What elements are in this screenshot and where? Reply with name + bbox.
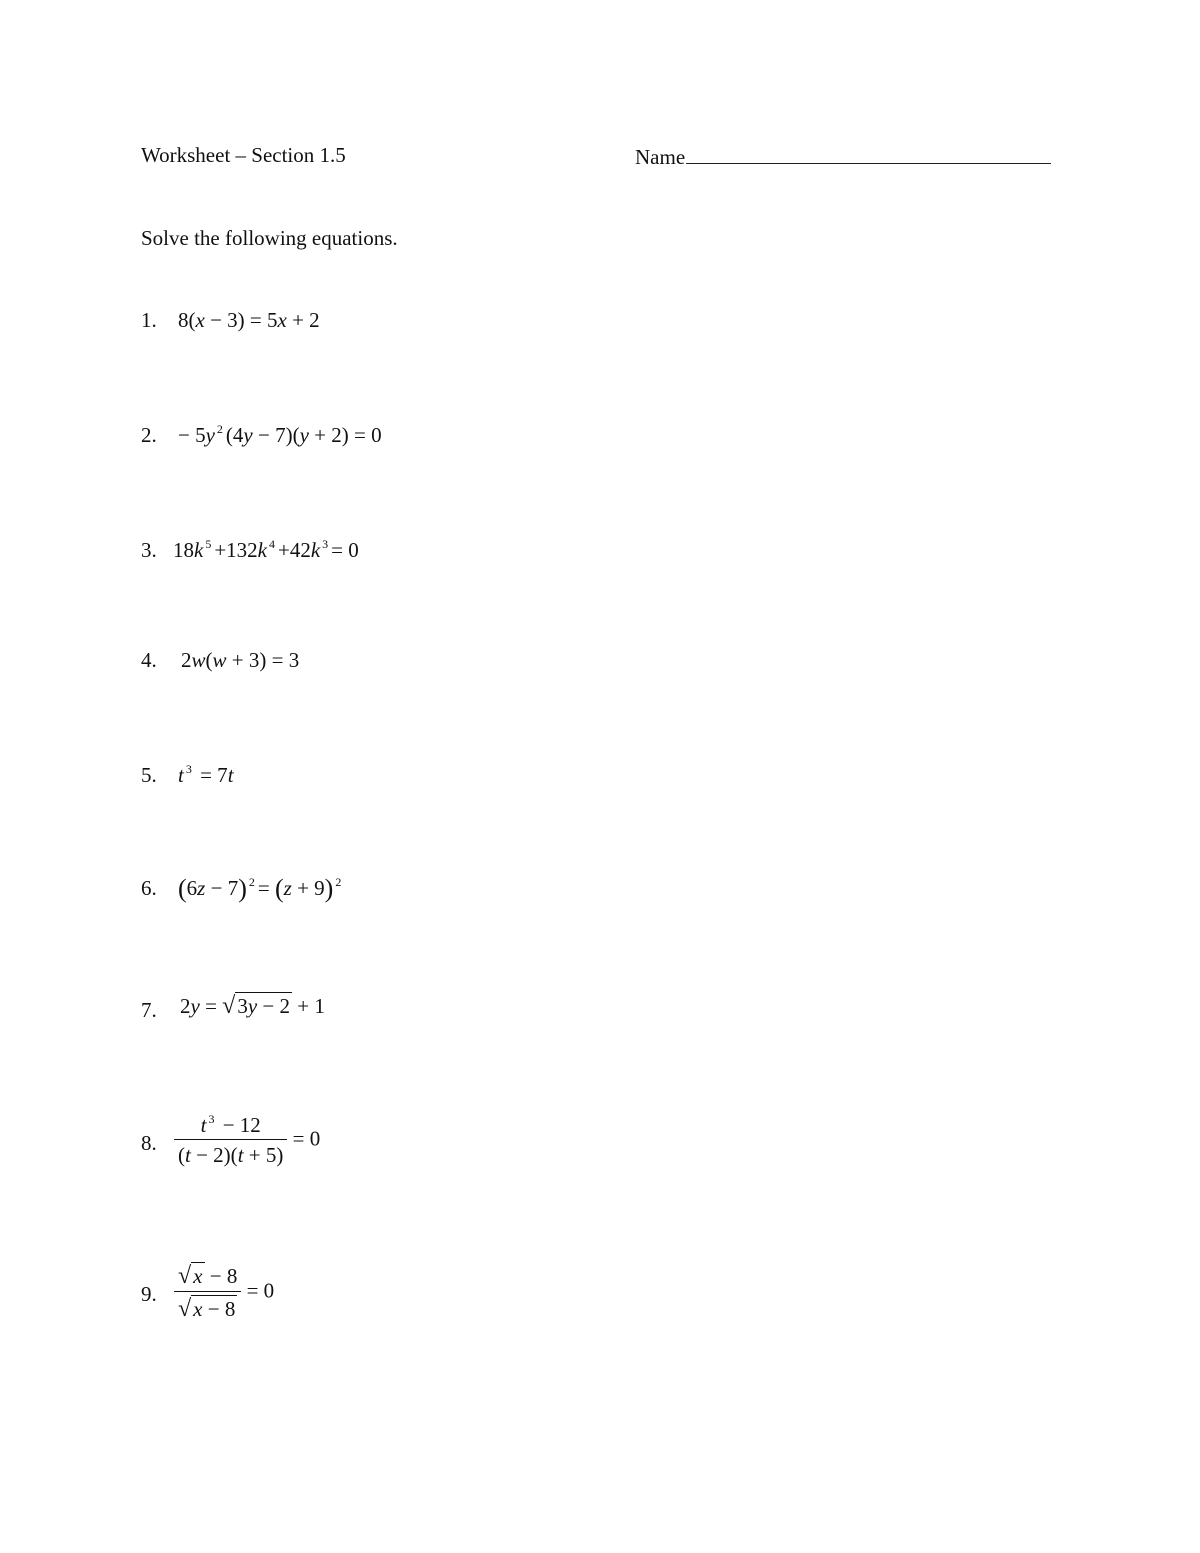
- equation-6: (6z − 7) $^2$ = (z + 9) $^2$: [178, 874, 342, 903]
- problem-number: 3.: [141, 538, 157, 562]
- equation-9: $\frac{√x - 8}{√x - 8}$ = 0: [174, 1264, 274, 1321]
- problem-number: 9.: [141, 1282, 157, 1306]
- problem-number: 2.: [141, 423, 157, 447]
- equation-7: 2y = √3y − 2 + 1: [180, 993, 325, 1019]
- name-blank-line[interactable]: [686, 145, 1051, 164]
- worksheet-title: Worksheet – Section 1.5: [141, 143, 346, 167]
- problem-number: 6.: [141, 876, 157, 900]
- equation-5: t $^3$ = 7t: [178, 762, 234, 787]
- problem-number: 8.: [141, 1131, 157, 1155]
- name-label: Name: [635, 145, 686, 169]
- problem-number: 1.: [141, 308, 157, 332]
- equation-1: 8(x − 3) = 5x + 2: [178, 308, 320, 332]
- problem-number: 5.: [141, 763, 157, 787]
- name-field[interactable]: [635, 145, 1051, 168]
- problem-number: 4.: [141, 648, 157, 672]
- problem-number: 7.: [141, 998, 157, 1022]
- equation-4: 2w(w + 3) = 3: [181, 648, 300, 672]
- equation-2: − 5y $^2$ (4y − 7)(y + 2) = 0: [178, 422, 382, 447]
- instructions: Solve the following equations.: [141, 226, 398, 250]
- equation-3: 18k $^5$ +132k $^4$ +42k $^3$ = 0: [173, 537, 359, 562]
- equation-8: $\frac{t ^3 - 12}{(t - 2)(t + 5)}$ = 0: [174, 1115, 320, 1166]
